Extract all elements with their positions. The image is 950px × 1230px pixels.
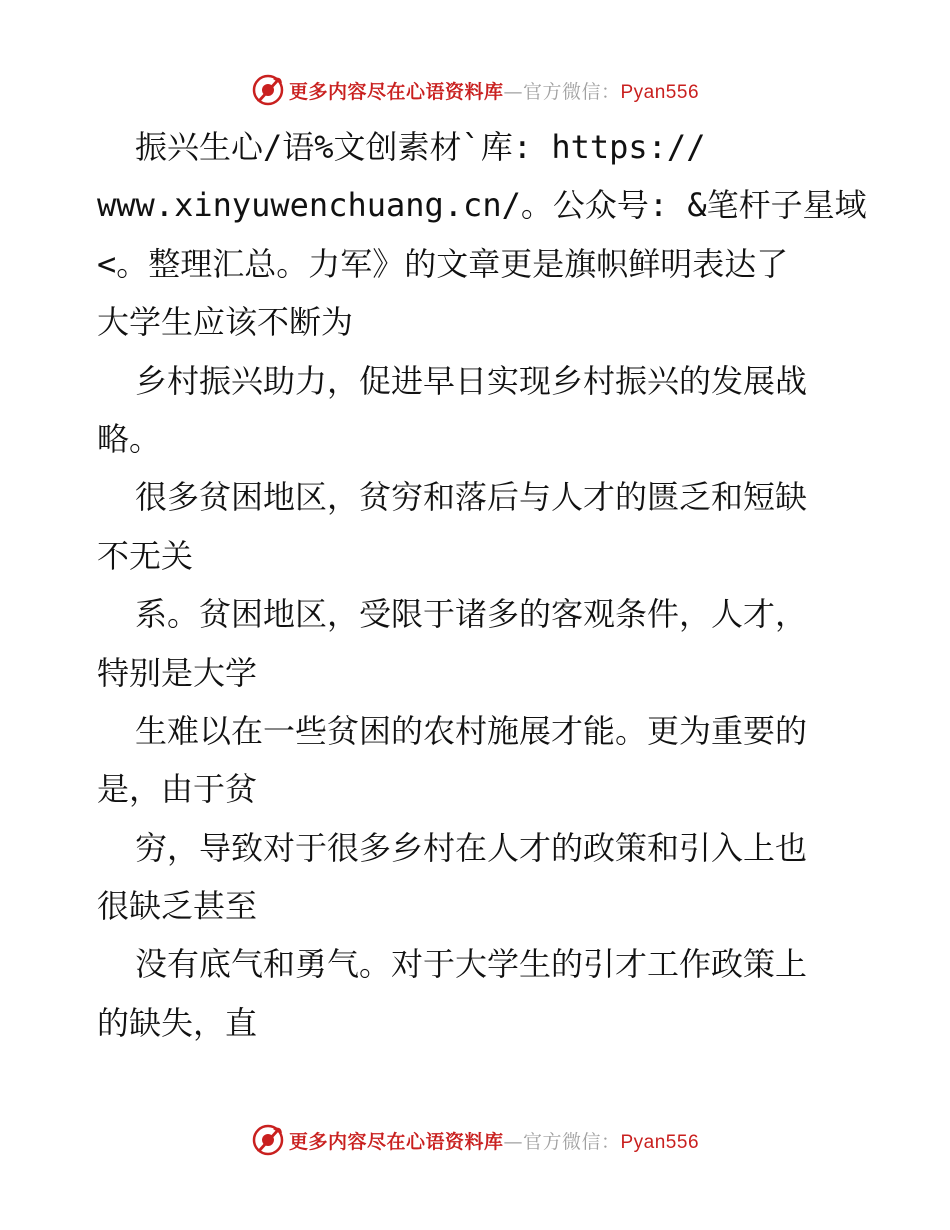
body-line: 生难以在一些贫困的农村施展才能。更为重要的 <box>135 711 808 750</box>
footer-banner-dash: — <box>503 1130 523 1153</box>
footer-banner <box>0 1120 950 1160</box>
body-line: 穷，导致对于很多乡村在人才的政策和引入上也 <box>135 828 808 867</box>
footer-banner-text <box>289 1127 699 1154</box>
body-line: 很多贫困地区，贫穷和落后与人才的匮乏和短缺 <box>135 478 808 517</box>
quill-circle-logo-icon <box>251 1123 285 1157</box>
footer-banner-wechat-label: 官方微信： <box>522 1130 621 1153</box>
body-line: 乡村振兴助力，促进早日实现乡村振兴的发展战 <box>135 361 808 400</box>
footer-banner-title: 更多内容尽在心语资料库 <box>288 1130 504 1153</box>
body-line: www.xinyuwenchuang.cn/。公众号: &笔杆子星域 <box>97 186 867 225</box>
body-line: 特别是大学 <box>97 653 258 692</box>
header-banner-wechat-label: 官方微信： <box>522 80 621 103</box>
header-banner-dash: — <box>503 80 523 103</box>
header-banner-wechat-id: Pyan556 <box>620 81 700 103</box>
body-line: 振兴生心/语%文创素材`库: https:// <box>135 128 706 166</box>
quill-circle-logo-icon <box>251 73 285 107</box>
document-body <box>97 118 867 1052</box>
body-line: 系。贫困地区，受限于诸多的客观条件，人才， <box>135 595 808 634</box>
body-line: 没有底气和勇气。对于大学生的引才工作政策上 <box>135 945 808 984</box>
body-line: <。整理汇总。力军》的文章更是旗帜鲜明表达了 <box>97 244 789 283</box>
body-line: 大学生应该不断为 <box>97 303 354 342</box>
header-banner-title: 更多内容尽在心语资料库 <box>288 80 504 103</box>
header-banner <box>0 70 950 110</box>
footer-banner-wechat-id: Pyan556 <box>620 1131 700 1153</box>
header-banner-text <box>289 77 699 104</box>
body-line: 的缺失，直 <box>97 1003 258 1042</box>
body-line: 很缺乏甚至 <box>97 887 258 926</box>
body-line: 不无关 <box>97 536 194 575</box>
body-line: 略。 <box>97 419 162 458</box>
body-line: 是，由于贫 <box>97 770 258 809</box>
